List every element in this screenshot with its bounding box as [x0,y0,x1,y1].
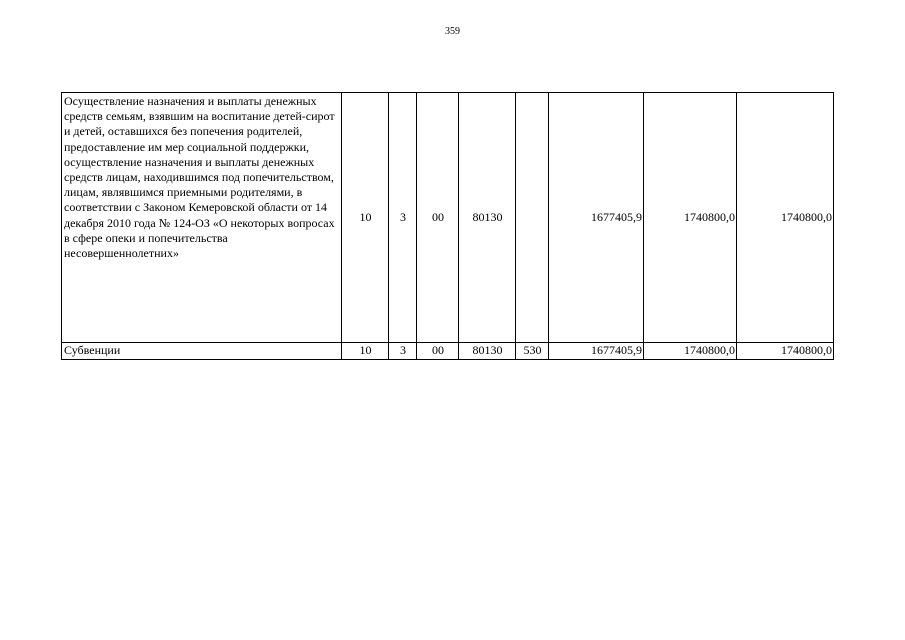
budget-table [61,92,834,360]
table-row [62,343,834,360]
program-code: 00 [417,343,459,360]
article-code: 80130 [459,93,516,343]
subsection-code: 3 [389,93,417,343]
article-code: 80130 [459,343,516,360]
amount-year-3: 1740800,0 [737,343,834,360]
expense-type-code [516,93,549,343]
page-number: 359 [445,26,460,37]
amount-year-1: 1677405,9 [549,93,644,343]
amount-year-3: 1740800,0 [737,93,834,343]
program-code: 00 [417,93,459,343]
expense-type-code: 530 [516,343,549,360]
table-row [62,93,834,343]
row-description: Субвенции [62,343,342,360]
section-code: 10 [342,93,389,343]
amount-year-2: 1740800,0 [644,343,737,360]
subsection-code: 3 [389,343,417,360]
amount-year-1: 1677405,9 [549,343,644,360]
row-description: Осуществление назначения и выплаты денежных средств семьям, взявшим на воспитание детей-сирот и детей, оставшихся без попечения родителей, предоставление им мер социальной поддержки, осуществление назначения и выплаты денежных средств лицам, находившимся под попечительством, лицам, являвшимся приемными родителями, в соответствии с Законом Кемеровской области от 14 декабря 2010 года № 124-ОЗ «О некоторых вопросах в сфере опеки и попечительства несовершеннолетних» [62,93,342,343]
amount-year-2: 1740800,0 [644,93,737,343]
section-code: 10 [342,343,389,360]
